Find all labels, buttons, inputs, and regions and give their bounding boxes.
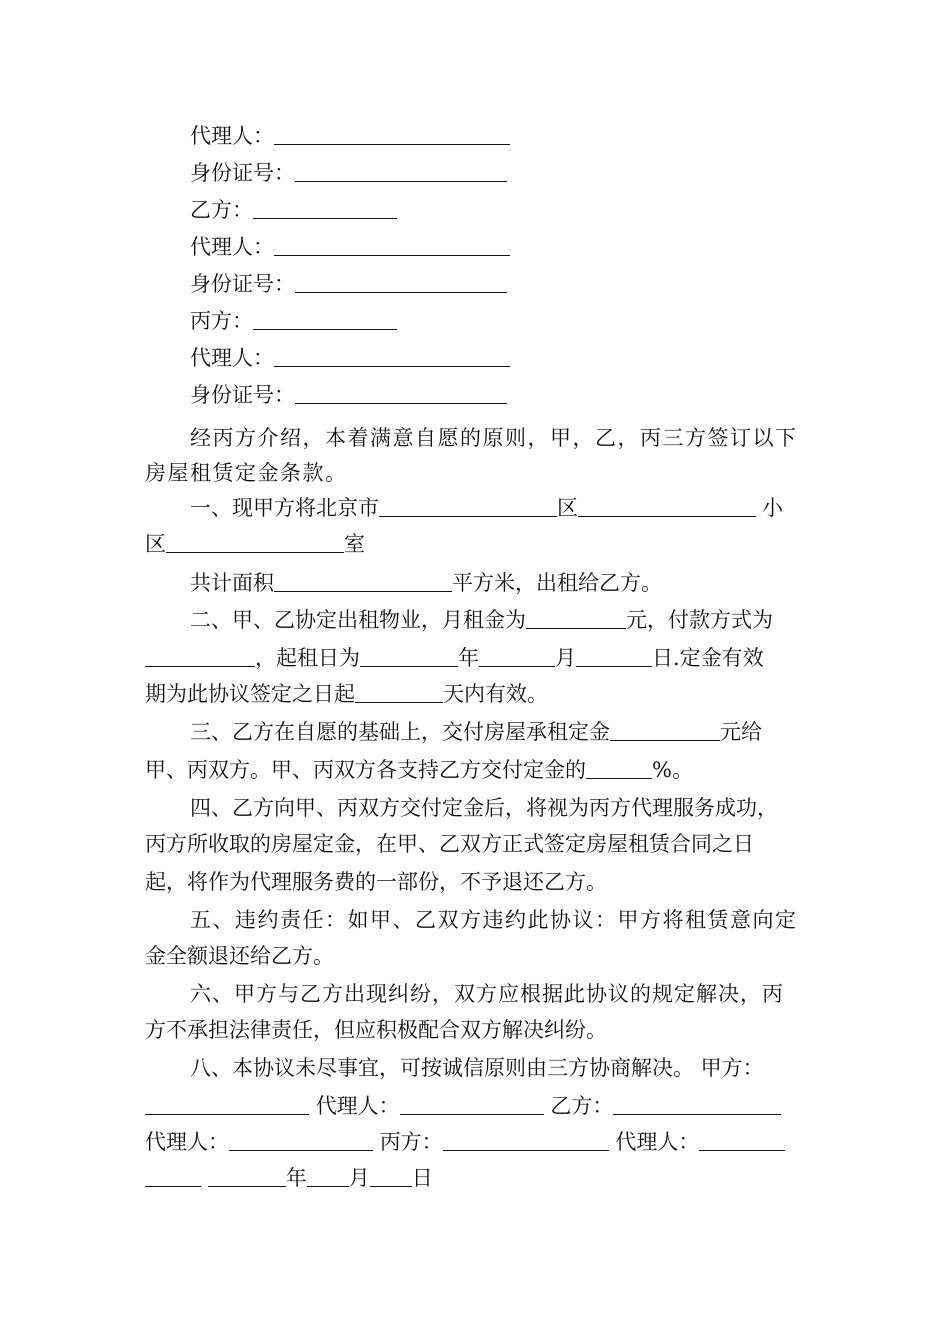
- deposit-blank[interactable]: [610, 720, 720, 741]
- day-label: 日: [411, 1166, 433, 1190]
- agent-blank[interactable]: [274, 346, 510, 367]
- party-c-label: 丙方：: [379, 1130, 443, 1154]
- month-label: 月: [555, 646, 576, 670]
- clause-4-line-3: 起，将作为代理服务费的一部份，不予退还乙方。: [145, 870, 607, 894]
- party-b-label: 乙方：: [550, 1094, 614, 1118]
- community-label-cont: 区: [145, 532, 166, 556]
- agent-label: 代理人：: [190, 124, 274, 148]
- agent-label: 代理人：: [190, 235, 274, 259]
- clause-1-text: 一、现甲方将北京市: [190, 496, 379, 520]
- clause-5-line-1: 五、违约责任：如甲、乙双方违约此协议：甲方将租赁意向定: [190, 908, 798, 932]
- id-number-blank[interactable]: [295, 161, 507, 182]
- payment-label: 元，付款方式为: [626, 608, 773, 632]
- header-line-1: [190, 118, 510, 154]
- party-c-blank[interactable]: [253, 309, 397, 330]
- agent-blank[interactable]: [274, 235, 510, 256]
- clause-5-line-2: 金全额退还给乙方。: [145, 944, 334, 968]
- party-b-signature-blank[interactable]: [613, 1094, 781, 1115]
- header-line-8: [190, 377, 507, 413]
- sign-year-blank[interactable]: [208, 1166, 286, 1187]
- community-label: 小: [762, 496, 783, 520]
- agent-label: 代理人：: [190, 346, 274, 370]
- header-line-3: [190, 192, 397, 228]
- rent-label: 二、甲、乙协定出租物业，月租金为: [190, 608, 526, 632]
- clause-1-line-1: [190, 490, 783, 526]
- header-line-5: [190, 266, 507, 302]
- agent-label: 代理人：: [615, 1130, 700, 1154]
- header-line-7: [190, 340, 510, 376]
- community-blank[interactable]: [578, 496, 756, 517]
- payment-blank[interactable]: [145, 646, 255, 667]
- clause-4-line-1: 四、乙方向甲、丙双方交付定金后，将视为丙方代理服务成功，: [190, 796, 778, 820]
- month-label: 月: [348, 1166, 370, 1190]
- agent-signature-blank[interactable]: [229, 1130, 373, 1151]
- agent-label: 代理人：: [315, 1094, 400, 1118]
- year-label: 年: [285, 1166, 307, 1190]
- party-a-signature-blank[interactable]: [145, 1094, 309, 1115]
- sign-month-blank[interactable]: [307, 1166, 349, 1187]
- clause-1-line-2: [145, 526, 365, 562]
- clause-8-line-4: [145, 1160, 433, 1196]
- clause-3-line-1: [190, 714, 762, 750]
- id-number-blank[interactable]: [295, 272, 507, 293]
- agent-blank[interactable]: [274, 124, 510, 145]
- agent-signature-blank[interactable]: [699, 1130, 785, 1151]
- clause-6-line-1: 六、甲方与乙方出现纠纷，双方应根据此协议的规定解决，丙: [190, 982, 784, 1006]
- start-date-label: ，起租日为: [255, 646, 360, 670]
- id-number-label: 身份证号：: [190, 161, 295, 185]
- day-blank[interactable]: [576, 646, 652, 667]
- sign-day-blank[interactable]: [370, 1166, 412, 1187]
- agent-label: 代理人：: [145, 1130, 229, 1154]
- clause-4-line-2: 丙方所收取的房屋定金，在甲、乙双方正式签定房屋租赁合同之日: [145, 832, 754, 856]
- clause-2-line-1: [190, 602, 773, 638]
- year-blank[interactable]: [360, 646, 458, 667]
- clause-6-line-2: 方不承担法律责任，但应积极配合双方解决纠纷。: [145, 1018, 607, 1042]
- deposit-label: 三、乙方在自愿的基础上，交付房屋承租定金: [190, 720, 610, 744]
- intro-line-2: 房屋租赁定金条款。: [145, 461, 348, 485]
- id-number-label: 身份证号：: [190, 383, 295, 407]
- header-line-6: [190, 303, 397, 339]
- id-number-label: 身份证号：: [190, 272, 295, 296]
- clause-3-line-2: [145, 752, 693, 788]
- intro-line-1: 经丙方介绍，本着满意自愿的原则，甲，乙，丙三方签订以下: [190, 426, 798, 450]
- district-label: 区: [557, 496, 578, 520]
- clause-8-line-1: 八、本协议未尽事宜，可按诚信原则由三方协商解决。 甲方：: [190, 1056, 764, 1080]
- agent-signature-blank-cont[interactable]: [145, 1166, 201, 1187]
- deposit-unit: 元给: [720, 720, 762, 744]
- party-b-blank[interactable]: [253, 198, 397, 219]
- clause-2-line-3: [145, 676, 548, 712]
- clause-8-line-2: [145, 1088, 781, 1124]
- deposit-valid-label: 日.定金有效: [652, 646, 764, 670]
- area-unit: 平方米，出租给乙方。: [452, 571, 662, 595]
- district-blank[interactable]: [379, 496, 557, 517]
- year-label: 年: [458, 646, 479, 670]
- id-number-blank[interactable]: [295, 383, 507, 404]
- clause-1-line-3: [190, 565, 662, 601]
- days-blank[interactable]: [355, 682, 443, 703]
- percent-blank[interactable]: [586, 758, 652, 779]
- clause-8-line-3: [145, 1124, 785, 1160]
- area-label: 共计面积: [190, 571, 274, 595]
- month-blank[interactable]: [479, 646, 555, 667]
- area-blank[interactable]: [274, 571, 452, 592]
- party-b-label: 乙方：: [190, 198, 253, 222]
- room-blank[interactable]: [166, 532, 344, 553]
- party-c-signature-blank[interactable]: [443, 1130, 609, 1151]
- room-label: 室: [344, 532, 365, 556]
- support-label: 甲、丙双方。甲、丙双方各支持乙方交付定金的: [145, 758, 586, 782]
- rent-blank[interactable]: [526, 608, 626, 629]
- percent-label: %。: [652, 758, 693, 782]
- header-line-2: [190, 155, 507, 191]
- valid-period-label: 期为此协议签定之日起: [145, 682, 355, 706]
- clause-2-line-2: [145, 640, 764, 676]
- header-line-4: [190, 229, 510, 265]
- valid-days-label: 天内有效。: [443, 682, 548, 706]
- agent-signature-blank[interactable]: [400, 1094, 544, 1115]
- party-c-label: 丙方：: [190, 309, 253, 333]
